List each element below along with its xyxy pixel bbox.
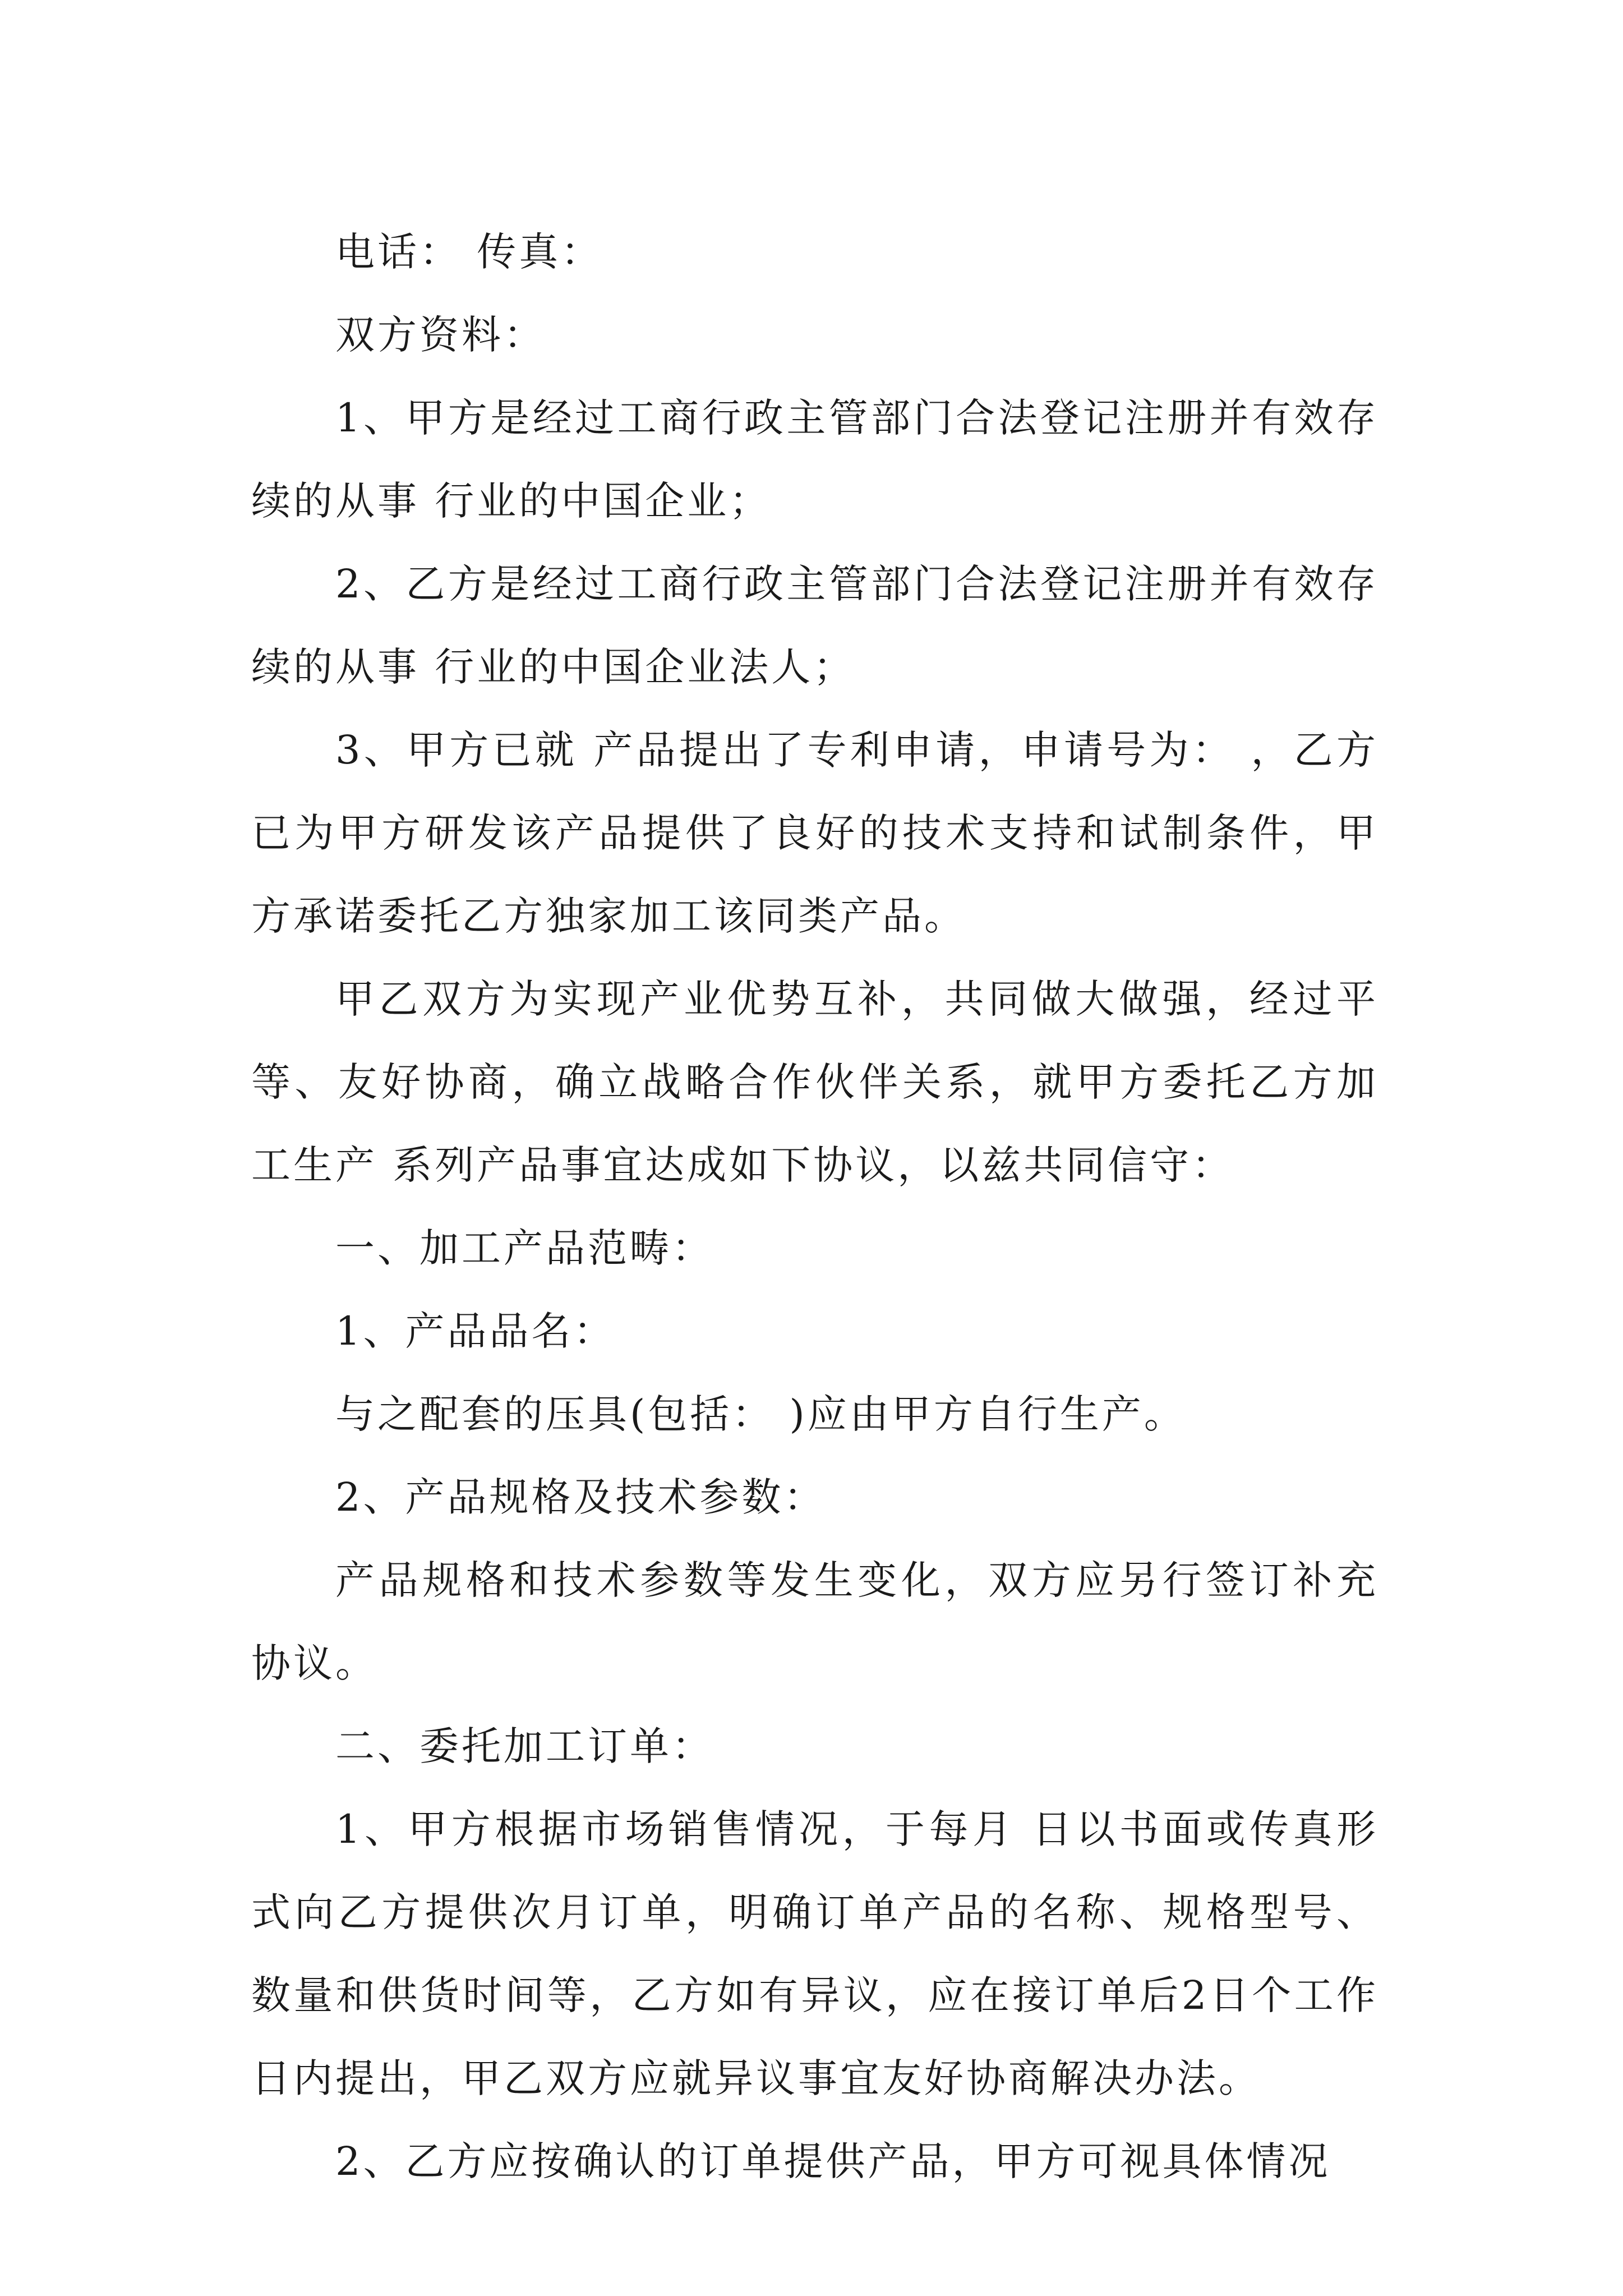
spec-change-clause: 产品规格和技术参数等发生变化，双方应另行签订补充协议。 bbox=[251, 1557, 1378, 1686]
order-clause-2: 2、乙方应按确认的订单提供产品，甲方可视具体情况 bbox=[335, 2138, 1331, 2184]
document-body bbox=[251, 210, 1378, 2203]
section-heading-products: 一、加工产品范畴： bbox=[335, 1225, 714, 1271]
section-heading-orders: 二、委托加工订单： bbox=[335, 1723, 714, 1769]
patent-clause: 3、甲方已就 产品提出了专利申请，申请号为： ，乙方已为甲方研发该产品提供了良好的技术支持和试制条件，甲方承诺委托乙方独家加工该同类产品。 bbox=[251, 727, 1378, 939]
tooling-clause: 与之配套的压具(包括： )应由甲方自行生产。 bbox=[335, 1391, 1186, 1437]
contact-line: 电话： 传真： bbox=[335, 229, 603, 275]
agreement-preamble: 甲乙双方为实现产业优势互补，共同做大做强，经过平等、友好协商，确立战略合作伙伴关系，就甲方委托乙方加工生产 系列产品事宜达成如下协议，以兹共同信守： bbox=[251, 976, 1378, 1188]
order-clause-1: 1、甲方根据市场销售情况，于每月 日以书面或传真形式向乙方提供次月订单，明确订单产品的名称、规格型号、数量和供货时间等，乙方如有异议，应在接订单后2日个工作日内提出，甲乙双方应就异议事宜友好协商解决办法。 bbox=[251, 1806, 1378, 2101]
parties-heading: 双方资料： bbox=[335, 312, 546, 358]
party-a-clause: 1、甲方是经过工商行政主管部门合法登记注册并有效存续的从事 行业的中国企业； bbox=[251, 395, 1378, 524]
party-b-clause: 2、乙方是经过工商行政主管部门合法登记注册并有效存续的从事 行业的中国企业法人； bbox=[251, 561, 1378, 690]
product-spec-item: 2、产品规格及技术参数： bbox=[335, 1474, 826, 1520]
product-name-item: 1、产品品名： bbox=[335, 1308, 616, 1354]
